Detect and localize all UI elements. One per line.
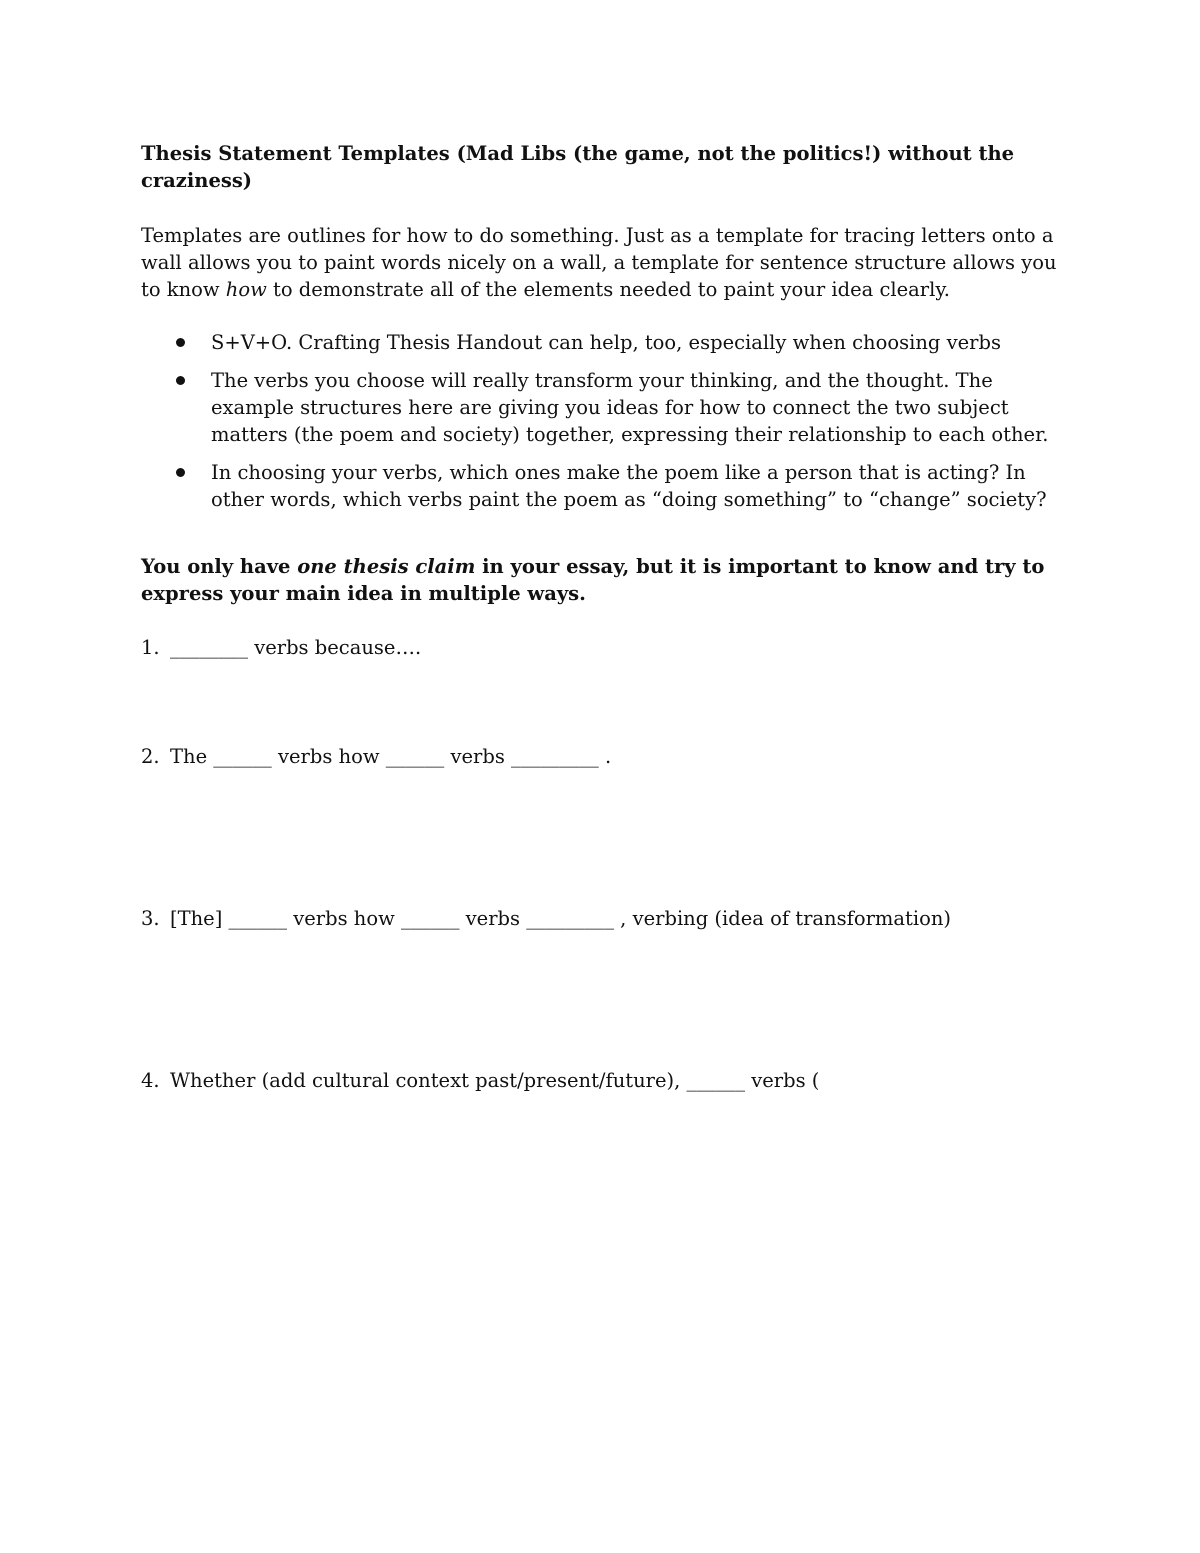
emphasis-paragraph [141,553,1071,607]
template-number: 2. [141,745,160,768]
intro-text-end: to demonstrate all of the elements needed to paint your idea clearly. [266,278,950,301]
emphasis-text-end: in your essay, but it is important to know and try to express your main idea in multiple ways. [141,555,1045,605]
intro-text-start: Templates are outlines for how to do something. Just as a template for tracing letters onto a wall allows you to paint words nicely on a wall, a template for sentence structure allows you to know [141,224,1057,301]
template-item-3 [141,905,1071,932]
bullet-text: The verbs you choose will really transform your thinking, and the thought. The example structures here are giving you ideas for how to connect the two subject matters (the poem and society) together, expressing their relationship to each other. [211,369,1049,446]
intro-paragraph [141,222,1071,303]
intro-italic-word: how [225,278,267,301]
emphasis-text-start: You only have [141,555,298,578]
template-text: Whether (add cultural context past/present/future), ______ verbs ( [170,1069,820,1092]
bullet-list [141,329,1071,513]
template-text: The ______ verbs how ______ verbs _________ . [170,745,612,768]
bullet-text: In choosing your verbs, which ones make the poem like a person that is acting? In other words, which verbs paint the poem as “doing something” to “change” society? [211,461,1047,511]
bullet-text: S+V+O. Crafting Thesis Handout can help, too, especially when choosing verbs [211,331,1001,354]
template-item-4 [141,1067,1071,1094]
bullet-item [141,459,1071,513]
template-item-1 [141,634,1071,661]
emphasis-italic-phrase: one thesis claim [297,555,476,578]
bullet-icon [176,468,185,477]
bullet-icon [176,338,185,347]
template-text: ________ verbs because…. [170,636,422,659]
document-title: Thesis Statement Templates (Mad Libs (the game, not the politics!) without the craziness) [141,142,1015,192]
template-text: [The] ______ verbs how ______ verbs _________ , verbing (idea of transformation) [170,907,951,930]
bullet-icon [176,376,185,385]
template-number: 1. [141,636,160,659]
template-item-2 [141,743,1071,770]
template-number: 4. [141,1069,160,1092]
document-body [141,140,1071,1094]
bullet-item [141,329,1071,356]
template-number: 3. [141,907,160,930]
bullet-item [141,367,1071,448]
